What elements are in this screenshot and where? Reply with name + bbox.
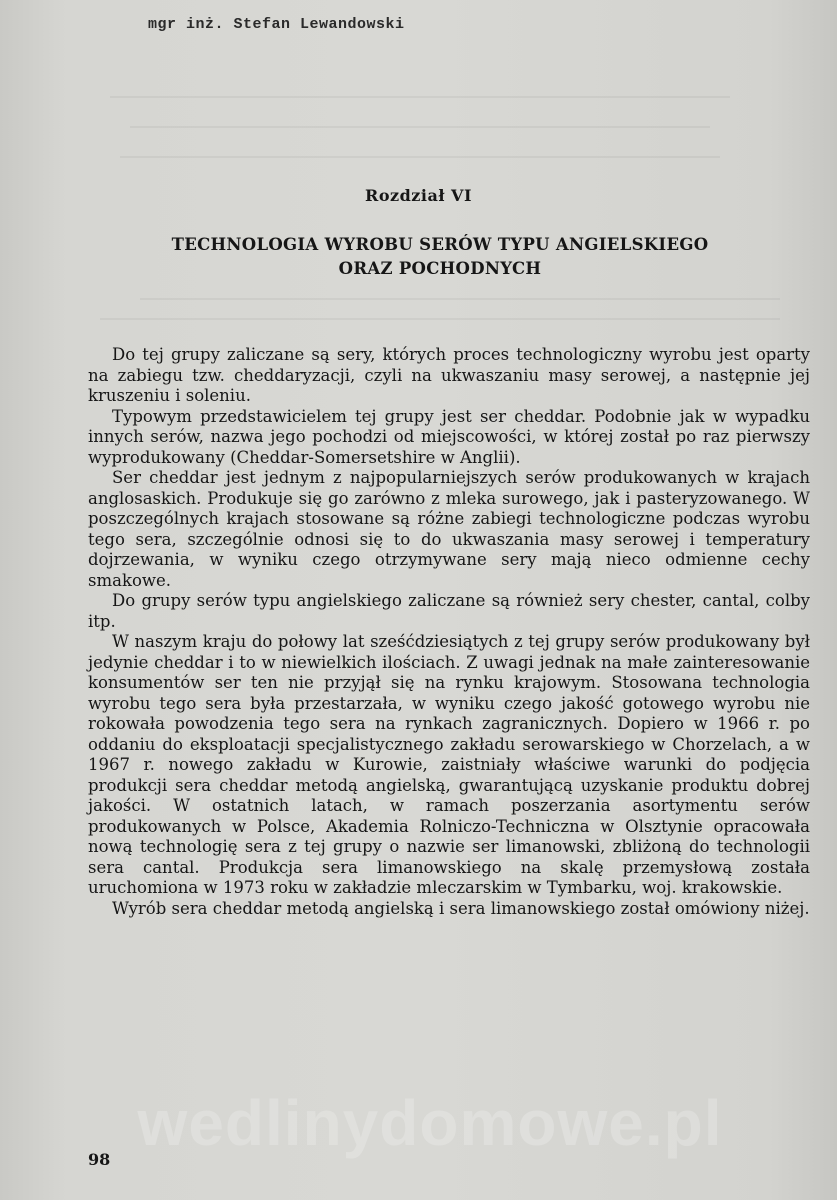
bleed-through-line: [140, 298, 780, 300]
chapter-title: [110, 233, 770, 281]
bleed-through-line: [110, 96, 730, 98]
bleed-through-line: [100, 318, 780, 320]
watermark: wedlinydomowe.pl: [137, 1087, 723, 1159]
running-header-author: mgr inż. Stefan Lewandowski: [148, 16, 405, 33]
chapter-label: Rozdział VI: [365, 186, 472, 205]
body-text: [88, 345, 810, 919]
bleed-through-line: [120, 156, 720, 158]
chapter-title-line-2: ORAZ POCHODNYCH: [338, 259, 542, 278]
paragraph: Do tej grupy zaliczane są sery, których proces technologiczny wyrobu jest oparty na zabiegu tzw. cheddaryzacji, czyli na ukwaszaniu masy serowej, a następnie jej kruszeniu i soleniu.: [88, 345, 810, 405]
paragraph: W naszym kraju do połowy lat sześćdziesiątych z tej grupy serów produkowany był jedynie cheddar i to w niewielkich ilościach. Z uwagi jednak na małe zainteresowanie konsumentów ser ten nie przyjął się na rynku krajowym. Stosowana technologia wyrobu tego sera była przestarzała, w wyniku czego jakość gotowego wyrobu nie rokowała powodzenia tego sera na rynkach zagranicznych. Dopiero w 1966 r. po oddaniu do eksploatacji specjalistycznego zakładu serowarskiego w Chorzelach, a w 1967 r. nowego zakładu w Kurowie, zaistniały właściwe warunki do podjęcia produkcji sera cheddar metodą angielską, gwarantującą uzyskanie produktu dobrej jakości. W ostatnich latach, w ramach poszerzania asortymentu serów produkowanych w Polsce, Akademia Rolniczo-Techniczna w Olsztynie opracowała nową technologię sera z tej grupy o nazwie ser limanowski, zbliżoną do technologii sera cantal. Produkcja sera limanowskiego na skalę przemysłową została uruchomiona w 1973 roku w zakładzie mleczarskim w Tymbarku, woj. krakowskie.: [88, 632, 810, 897]
bleed-through-line: [130, 126, 710, 128]
paragraph: Ser cheddar jest jednym z najpopularniejszych serów produkowanych w krajach anglosaskich. Produkuje się go zarówno z mleka surowego, jak i pasteryzowanego. W poszczególnych krajach stosowane są różne zabiegi technologiczne podczas wyrobu tego sera, szczególnie odnosi się to do ukwaszania masy serowej i temperatury dojrzewania, w wyniku czego otrzymywane sery mają nieco odmienne cechy smakowe.: [88, 468, 810, 590]
chapter-title-line-1: TECHNOLOGIA WYROBU SERÓW TYPU ANGIELSKIEGO: [171, 235, 709, 254]
page-number: 98: [88, 1150, 111, 1169]
paragraph: Do grupy serów typu angielskiego zaliczane są również sery chester, cantal, colby itp.: [88, 591, 810, 631]
paragraph: Wyrób sera cheddar metodą angielską i sera limanowskiego został omówiony niżej.: [112, 898, 810, 918]
paragraph: Typowym przedstawicielem tej grupy jest ser cheddar. Podobnie jak w wypadku innych serów, nazwa jego pochodzi od miejscowości, w której został po raz pierwszy wyprodukowany (Cheddar-Somersetshire w Anglii).: [88, 406, 810, 467]
